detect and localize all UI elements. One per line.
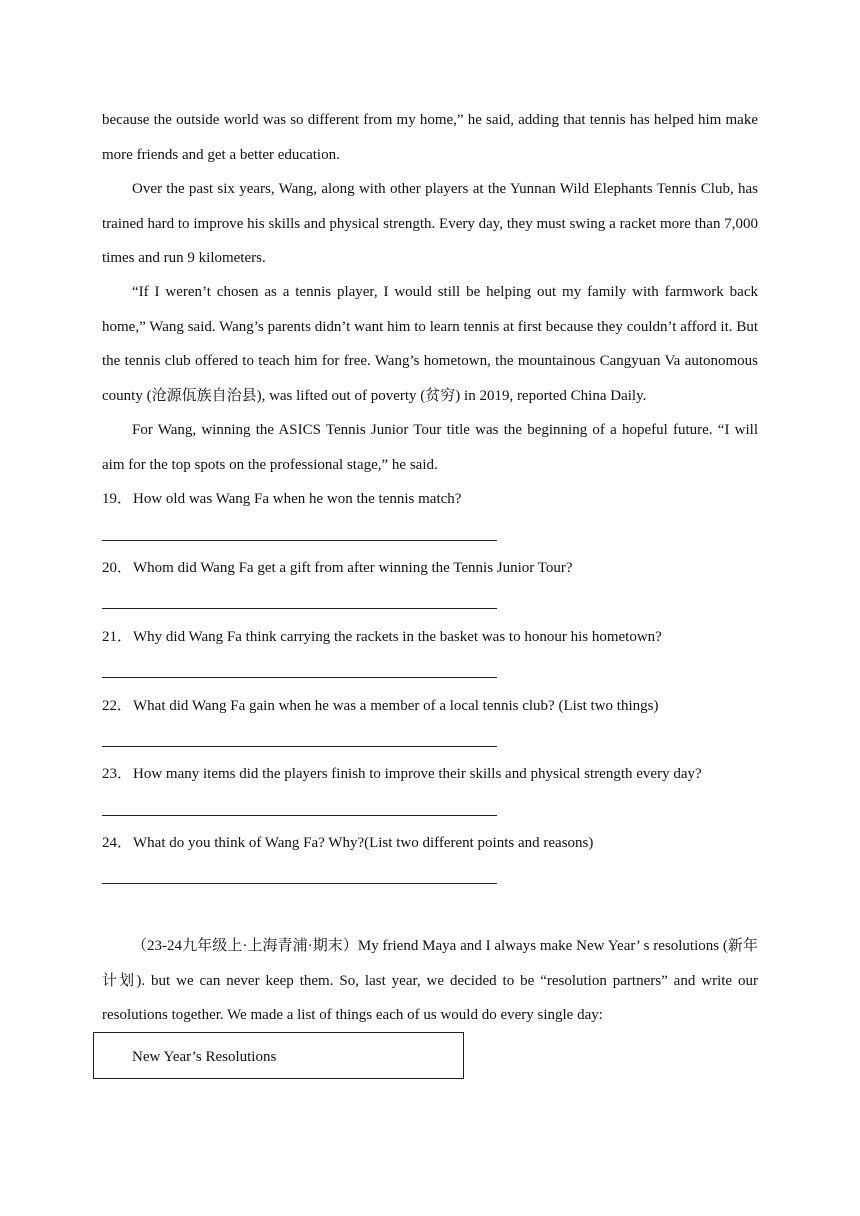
question-text: How old was Wang Fa when he won the tennis match? xyxy=(133,491,462,507)
question-text: How many items did the players finish to improve their skills and physical strength every day? xyxy=(133,766,702,782)
question-23 xyxy=(102,764,758,784)
question-text: Why did Wang Fa think carrying the rackets in the basket was to honour his hometown? xyxy=(133,629,662,645)
passage-paragraph-2: Over the past six years, Wang, along with other players at the Yunnan Wild Elephants Tennis Club, has trained hard to improve his skills and physical strength. Every day, they must swing a racket more than 7,000 times and run 9 kilometers. xyxy=(102,181,758,266)
answer-line-21[interactable] xyxy=(102,677,497,678)
passage-paragraph-3: “If I weren’t chosen as a tennis player, I would still be helping out my family with farmwork back home,” Wang said. Wang’s parents didn’t want him to learn tennis at first because they couldn’t afford it. But the tennis club offered to teach him for free. Wang’s hometown, the mountainous Cangyuan Va autonomous county (沧源佤族自治县), was lifted out of poverty (贫穷) in 2019, reported China Daily. xyxy=(102,284,758,404)
question-number: 20． xyxy=(102,560,133,576)
question-number: 23． xyxy=(102,766,133,782)
answer-line-23[interactable] xyxy=(102,815,497,816)
question-24 xyxy=(102,833,758,853)
question-19 xyxy=(102,489,758,509)
question-number: 22． xyxy=(102,698,133,714)
question-21 xyxy=(102,627,758,647)
passage-paragraph-1: because the outside world was so different from my home,” he said, adding that tennis has helped him make more friends and get a better education. xyxy=(102,112,758,163)
answer-line-20[interactable] xyxy=(102,608,497,609)
resolutions-box-title: New Year’s Resolutions xyxy=(132,1049,277,1065)
question-text: What do you think of Wang Fa? Why?(List two different points and reasons) xyxy=(133,835,594,851)
answer-line-24[interactable] xyxy=(102,883,497,884)
answer-line-22[interactable] xyxy=(102,746,497,747)
answer-line-19[interactable] xyxy=(102,540,497,541)
question-20 xyxy=(102,558,758,578)
question-22 xyxy=(102,696,758,716)
resolutions-box xyxy=(93,1032,464,1079)
question-text: What did Wang Fa gain when he was a member of a local tennis club? (List two things) xyxy=(133,698,659,714)
next-passage-intro: （23-24九年级上·上海青浦·期末）My friend Maya and I always make New Year’ s resolutions (新年计划). but we can never keep them. So, last year, we decided to be “resolution partners” and write our resolutions together. We made a list of things each of us would do every single day: xyxy=(102,938,758,1023)
question-number: 19． xyxy=(102,491,133,507)
question-number: 24． xyxy=(102,835,133,851)
question-number: 21． xyxy=(102,629,133,645)
passage-paragraph-4: For Wang, winning the ASICS Tennis Junior Tour title was the beginning of a hopeful future. “I will aim for the top spots on the professional stage,” he said. xyxy=(102,422,758,473)
question-text: Whom did Wang Fa get a gift from after winning the Tennis Junior Tour? xyxy=(133,560,573,576)
